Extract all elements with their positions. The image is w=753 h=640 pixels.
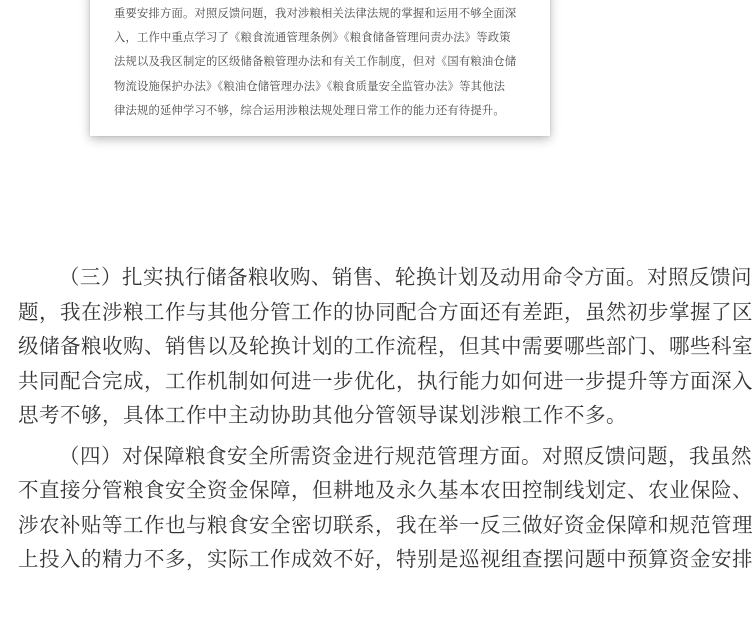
- embedded-document-page: [90, 0, 550, 136]
- card-text-line: 法规以及我区制定的区级储备粮管理办法和有关工作制度，但对《国有粮油仓储: [114, 55, 517, 69]
- paragraph-line: 共同配合完成，工作机制如何进一步优化，执行能力如何进一步提升等方面深入: [18, 368, 753, 393]
- card-text-line: 入，工作中重点学习了《粮食流通管理条例》《粮食储备管理问责办法》等政策: [114, 31, 511, 45]
- paragraph-line: 题，我在涉粮工作与其他分管工作的协同配合方面还有差距，虽然初步掌握了区: [18, 299, 753, 324]
- paragraph-line: 涉农补贴等工作也与粮食安全密切联系，我在举一反三做好资金保障和规范管理: [18, 512, 753, 537]
- paragraph-line: 思考不够，具体工作中主动协助其他分管领导谋划涉粮工作不多。: [18, 403, 627, 427]
- paragraph-line: 不直接分管粮食安全资金保障，但耕地及永久基本农田控制线划定、农业保险、: [18, 478, 753, 502]
- document-body: [18, 260, 753, 577]
- paragraph-line: （四）对保障粮食安全所需资金进行规范管理方面。对照反馈问题，我虽然: [59, 443, 752, 468]
- card-text-line: 重要安排方面。对照反馈问题，我对涉粮相关法律法规的掌握和运用不够全面深: [114, 7, 517, 20]
- card-text-line: 律法规的延伸学习不够，综合运用涉粮法规处理日常工作的能力还有待提升。: [114, 103, 505, 117]
- paragraph-line: 级储备粮收购、销售以及轮换计划的工作流程，但其中需要哪些部门、哪些科室: [18, 334, 753, 358]
- paragraph-section-4: [18, 439, 753, 577]
- paragraph-section-3: [18, 260, 753, 433]
- paragraph-line: 上投入的精力不多，实际工作成效不好，特别是巡视组查摆问题中预算资金安排: [18, 547, 753, 571]
- card-text-line: 物流设施保护办法》《粮油仓储管理办法》《粮食质量安全监管办法》等其他法: [114, 79, 506, 93]
- paragraph-line: （三）扎实执行储备粮收购、销售、轮换计划及动用命令方面。对照反馈问: [59, 265, 752, 289]
